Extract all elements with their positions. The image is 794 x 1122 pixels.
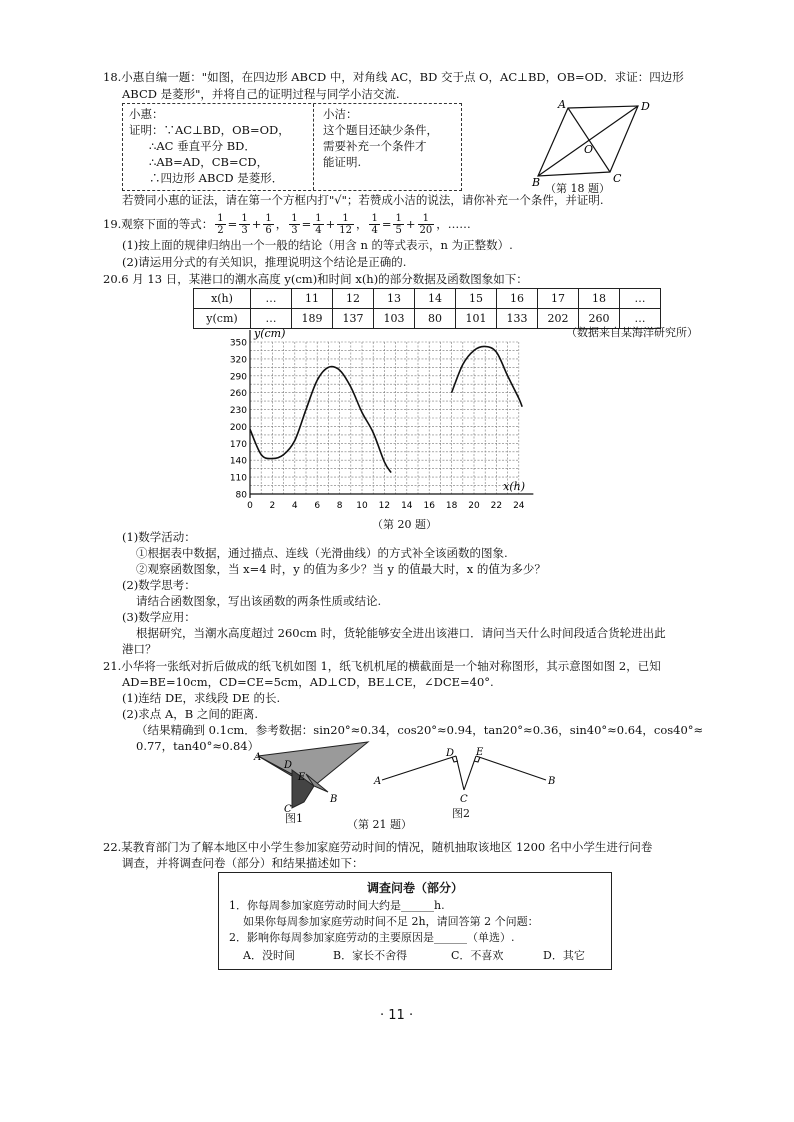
y-tick-label: 80 xyxy=(235,490,247,501)
fig1-label-B: B xyxy=(330,794,338,805)
label-A: A xyxy=(558,98,566,111)
survey-q2: 2．影响你每周参加家庭劳动的主要原因是______（单选）. xyxy=(229,931,515,944)
y-tick-label: 170 xyxy=(229,439,247,450)
q21-note1: （结果精确到 0.1cm．参考数据：sin20°≈0.34，cos20°≈0.94，tan20°≈0.36，sin40°≈0.64，cos40°≈ xyxy=(136,723,704,737)
q18-after: 若赞同小惠的证法，请在第一个方框内打"√"；若赞成小洁的说法，请你补充一个条件，并证明. xyxy=(122,193,604,207)
q20-s3a: 根据研究，当潮水高度超过 260cm 时，货轮能够安全进出该港口．请问当天什么时间段适合货轮进出此 xyxy=(136,626,666,640)
q20-s2a: 请结合函数图象，写出该函数的两条性质或结论. xyxy=(136,594,382,608)
num: 1 xyxy=(342,212,349,224)
q18-line1: 18.小惠自编一题："如图，在四边形 ABCD 中，对角线 AC，BD 交于点 O，AC⊥BD，OB=OD．求证：四边形 xyxy=(103,70,684,84)
table-cell: y(cm) xyxy=(194,309,251,329)
axes xyxy=(250,330,533,498)
table-cell: x(h) xyxy=(194,289,251,309)
q20-s3: (3)数学应用： xyxy=(122,610,196,624)
q19-eq2: $\frac{1}{3}$ = $\frac{1}{4}$ + $\frac{1}{12}$ ， xyxy=(291,212,368,236)
table-cell: … xyxy=(620,309,661,329)
dialog-divider xyxy=(313,104,314,190)
table-cell: 11 xyxy=(292,289,333,309)
den: 3 xyxy=(291,224,298,236)
table-cell: 260 xyxy=(579,309,620,329)
table-cell: … xyxy=(251,309,292,329)
num: 1 xyxy=(395,212,402,224)
grid xyxy=(250,342,519,494)
x-tick-label: 10 xyxy=(356,501,368,511)
q18-figure xyxy=(520,98,660,188)
q19-eq3: $\frac{1}{4}$ = $\frac{1}{5}$ + $\frac{1}{20}$ ， xyxy=(371,212,448,236)
q20-graph xyxy=(222,328,562,528)
y-tick-label: 110 xyxy=(229,473,247,484)
x-tick-label: 18 xyxy=(445,501,458,511)
q21-fig2-label: 图2 xyxy=(452,807,470,820)
q19-intro: 19.观察下面的等式： xyxy=(103,217,214,231)
y-tick-labels xyxy=(230,339,247,501)
fig2-label-E: E xyxy=(476,747,484,758)
fig2-label-C: C xyxy=(460,794,468,805)
x-tick-label: 20 xyxy=(468,501,480,511)
fig2-label-B: B xyxy=(548,776,556,787)
table-cell: 15 xyxy=(456,289,497,309)
q19-p1: (1)按上面的规律归纳出一个一般的结论（用含 n 的等式表示，n 为正整数）. xyxy=(122,238,513,252)
num: 1 xyxy=(241,212,248,224)
hui-line: ∴四边形 ABCD 是菱形． xyxy=(149,171,284,185)
q20-s2: (2)数学思考： xyxy=(122,578,196,592)
q21-figure-1 xyxy=(248,740,378,820)
q20-s1: (1)数学活动： xyxy=(122,530,196,544)
table-cell: 189 xyxy=(292,309,333,329)
q20-s1a: ①根据表中数据，通过描点、连线（光滑曲线）的方式补全该函数的图象. xyxy=(136,546,508,560)
x-tick-label: 8 xyxy=(336,501,343,511)
x-tick-label: 6 xyxy=(314,501,321,511)
num: 1 xyxy=(371,212,378,224)
label-D: D xyxy=(641,100,650,113)
table-cell: 133 xyxy=(497,309,538,329)
y-axis-label: y(cm) xyxy=(254,328,286,340)
table-cell: 16 xyxy=(497,289,538,309)
table-cell: 12 xyxy=(333,289,374,309)
num: 1 xyxy=(422,212,430,224)
y-tick-label: 260 xyxy=(229,389,247,400)
fig2-label-D: D xyxy=(446,748,455,759)
table-cell: 101 xyxy=(456,309,497,329)
num: 1 xyxy=(315,212,322,224)
segment-AD xyxy=(382,756,456,780)
den: 2 xyxy=(217,224,224,236)
survey-q1: 1．你每周参加家庭劳动时间大约是______h. xyxy=(229,899,445,912)
x-tick-label: 24 xyxy=(513,501,525,511)
table-cell: … xyxy=(251,289,292,309)
q19-p2: (2)请运用分式的有关知识，推理说明这个结论是正确的. xyxy=(122,255,407,269)
x-axis-label: x(h) xyxy=(503,480,525,493)
fig1-label-D: D xyxy=(284,760,293,771)
x-tick-label: 14 xyxy=(401,501,413,511)
num: 1 xyxy=(265,212,272,224)
y-tick-label: 230 xyxy=(229,406,247,417)
table-cell: 13 xyxy=(374,289,415,309)
num: 1 xyxy=(291,212,298,224)
survey-box xyxy=(218,872,612,970)
q18-dialog-box xyxy=(122,103,462,191)
table-cell: 14 xyxy=(415,289,456,309)
hui-line: 证明：∵AC⊥BD，OB=OD， xyxy=(129,123,290,137)
jie-title: 小洁： xyxy=(323,107,358,121)
x-tick-label: 0 xyxy=(247,501,253,511)
q18-caption: （第 18 题） xyxy=(545,182,610,195)
table-cell: 17 xyxy=(538,289,579,309)
q18-line2: ABCD 是菱形"，并将自己的证明过程与同学小洁交流. xyxy=(122,87,400,101)
x-tick-label: 4 xyxy=(291,501,298,511)
q19-equations xyxy=(103,211,471,237)
q21-p1: (1)连结 DE，求线段 DE 的长. xyxy=(122,691,281,705)
segment-EB xyxy=(476,756,546,780)
x-tick-label: 22 xyxy=(490,501,503,511)
q21-p2: (2)求点 A，B 之间的距离. xyxy=(122,707,259,721)
q20-s1b: ②观察函数图象，当 x=4 时，y 的值为多少？当 y 的值最大时，x 的值为多少？ xyxy=(136,562,546,576)
table-row-x xyxy=(194,289,661,309)
q22-line2: 调查，并将调查问卷（部分）和结果描述如下： xyxy=(122,856,364,870)
survey-q1-note: 如果你每周参加家庭劳动时间不足 2h，请回答第 2 个问题： xyxy=(243,915,539,928)
den: 4 xyxy=(371,224,378,236)
den: 20 xyxy=(419,224,433,236)
num: 1 xyxy=(217,212,224,224)
y-tick-label: 140 xyxy=(229,456,247,467)
tide-curve-right xyxy=(452,346,523,406)
table-cell: 137 xyxy=(333,309,374,329)
q21-caption: （第 21 题） xyxy=(347,818,412,831)
tide-curve-left xyxy=(250,367,391,473)
x-tick-label: 16 xyxy=(423,501,435,511)
q21-fig1-label: 图1 xyxy=(285,812,303,825)
q21-line2: AD=BE=10cm，CD=CE=5cm，AD⊥CD，BE⊥CE，∠DCE=40°. xyxy=(122,675,494,689)
page-number: · 11 · xyxy=(380,1008,414,1023)
fig1-label-A: A xyxy=(254,752,262,763)
y-tick-label: 320 xyxy=(229,355,247,366)
q20-source: （数据来自某海洋研究所） xyxy=(566,326,698,339)
label-O: O xyxy=(584,143,594,156)
q21-figure-2 xyxy=(372,746,562,806)
q21-note2: 0.77，tan40°≈0.84） xyxy=(136,739,260,753)
x-tick-label: 2 xyxy=(269,501,276,511)
q19-eq1: $\frac{1}{2}$ = $\frac{1}{3}$ + $\frac{1}{6}$ ， xyxy=(217,212,288,236)
fig1-label-C: C xyxy=(284,804,292,815)
hui-line: ∴AB=AD，CB=CD， xyxy=(149,155,269,169)
label-B: B xyxy=(532,176,541,188)
y-tick-label: 350 xyxy=(229,338,247,349)
survey-title: 调查问卷（部分） xyxy=(366,881,463,895)
y-tick-label: 200 xyxy=(229,422,247,433)
survey-option-a: A．没时间 xyxy=(243,949,295,962)
y-tick-label: 290 xyxy=(229,372,247,383)
survey-option-c: C．不喜欢 xyxy=(451,949,504,962)
den: 4 xyxy=(315,224,322,236)
survey-option-d: D．其它 xyxy=(543,949,585,962)
jie-line: 能证明. xyxy=(323,155,362,169)
den: 12 xyxy=(339,224,352,236)
fig1-label-E: E xyxy=(298,772,306,783)
table-cell: … xyxy=(620,289,661,309)
q22-line1: 22.某教育部门为了解本地区中小学生参加家庭劳动时间的情况，随机抽取该地区 1200 名中小学生进行问卷 xyxy=(103,840,653,854)
jie-line: 需要补充一个条件才 xyxy=(323,139,427,153)
den: 5 xyxy=(395,224,402,236)
x-tick-labels xyxy=(247,501,525,511)
q19-ellipsis: …… xyxy=(447,217,471,231)
x-tick-label: 12 xyxy=(378,501,391,511)
q20-s3b: 港口？ xyxy=(122,642,157,656)
fig2-label-A: A xyxy=(374,776,382,787)
den: 6 xyxy=(265,224,272,236)
label-C: C xyxy=(613,172,622,185)
q20-intro: 20.6 月 13 日，某港口的潮水高度 y(cm)和时间 x(h)的部分数据及函数图象如下： xyxy=(103,272,528,286)
table-cell: 103 xyxy=(374,309,415,329)
survey-option-b: B．家长不舍得 xyxy=(333,949,408,962)
q20-caption: （第 20 题） xyxy=(372,518,437,531)
hui-title: 小惠： xyxy=(129,107,164,121)
q21-line1: 21.小华将一张纸对折后做成的纸飞机如图 1，纸飞机机尾的横截面是一个轴对称图形，其示意图如图 2，已知 xyxy=(103,659,661,673)
den: 3 xyxy=(241,224,248,236)
hui-line: ∴AC 垂直平分 BD． xyxy=(149,139,256,153)
q20-table xyxy=(193,288,661,329)
table-cell: 202 xyxy=(538,309,579,329)
jie-line: 这个题目还缺少条件， xyxy=(323,123,438,137)
table-cell: 80 xyxy=(415,309,456,329)
table-cell: 18 xyxy=(579,289,620,309)
